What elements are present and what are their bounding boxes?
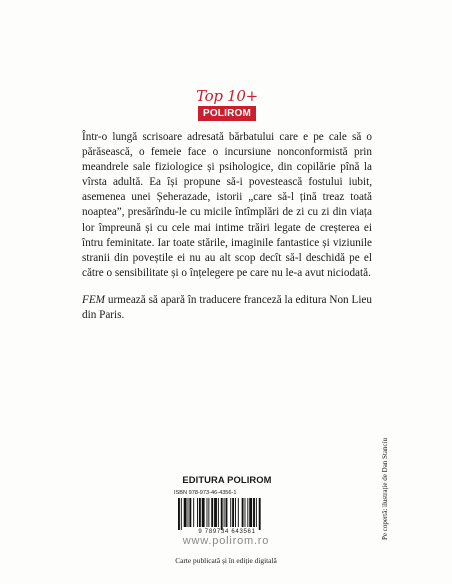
barcode-bar [188, 498, 189, 527]
barcode-digits: 9 789734 643561 [198, 529, 256, 535]
barcode-bar [259, 498, 261, 530]
barcode-bar [197, 498, 198, 527]
series-title: Top 10+ [196, 87, 258, 105]
barcode-bar [221, 498, 223, 530]
barcode-bar [181, 498, 182, 530]
barcode-bar [238, 498, 239, 527]
book-title-italic: FEM [82, 293, 105, 306]
barcode-bar [245, 498, 246, 527]
barcode-bar [230, 498, 231, 527]
cover-illustration-credit: Pe copertă: ilustrație de Dan Stanciu [381, 437, 389, 540]
barcode-bar [193, 498, 194, 527]
barcode-bar [242, 498, 244, 527]
barcode-bar [224, 498, 225, 527]
barcode-bar [226, 498, 228, 527]
digital-edition-note: Carte publicată și în ediție digitală [175, 556, 277, 565]
isbn-label: ISBN 978-973-46-4356-1 [174, 490, 237, 496]
blurb-paragraph [82, 293, 372, 323]
barcode-bar [256, 498, 257, 527]
barcode-bar [189, 498, 191, 527]
barcode-bar [178, 498, 180, 530]
publisher-name: EDITURA POLIROM [182, 474, 272, 485]
blurb-paragraph-rest: urmează să apară în traducere franceză la editura Non Lieu din Paris. [82, 293, 372, 322]
barcode-bar [247, 498, 248, 527]
barcode-bar [249, 498, 252, 527]
barcode-bar [232, 498, 234, 527]
blurb-text [82, 130, 372, 335]
barcode-bar [253, 498, 255, 527]
blurb-paragraph: Într-o lungă scrisoare adresată bărbatului care e pe cale să o părăsească, o femeie face o incursiune nonconformistă prin meandrele sale fiziologice și psihologice, din copilărie pînă la vîrsta adultă. Ea își propune să-i povestească fostului iubit, asemenea unei Șeherazade, istorii „care să-l țină treaz toată noaptea”, presărîndu-le cu micile întîmplări de zi cu zi din viața lor împreună și cu cele mai intime trăiri legate de creșterea ei întru feminitate. Iar toate stările, imaginile fantastice și viziunile stranii din poveștile ei nu au alt scop decît să-l deschidă pe el către o sensibilitate și o înțelegere pe care nu le-a avut niciodată. [82, 131, 372, 279]
barcode-bar [184, 498, 187, 527]
barcode-bar [208, 498, 209, 527]
barcode-bar [211, 498, 213, 527]
barcode-icon [174, 498, 280, 536]
barcode-bar [218, 498, 219, 527]
series-logo [196, 88, 258, 121]
barcode-bar [214, 498, 217, 527]
publisher-website: www.polirom.ro [182, 535, 270, 547]
barcode-bar [207, 498, 208, 527]
barcode-bar [202, 498, 205, 527]
barcode-bar [235, 498, 236, 527]
publisher-block [160, 474, 294, 536]
barcode-bar [199, 498, 201, 527]
publisher-badge: POLIROM [198, 106, 256, 121]
